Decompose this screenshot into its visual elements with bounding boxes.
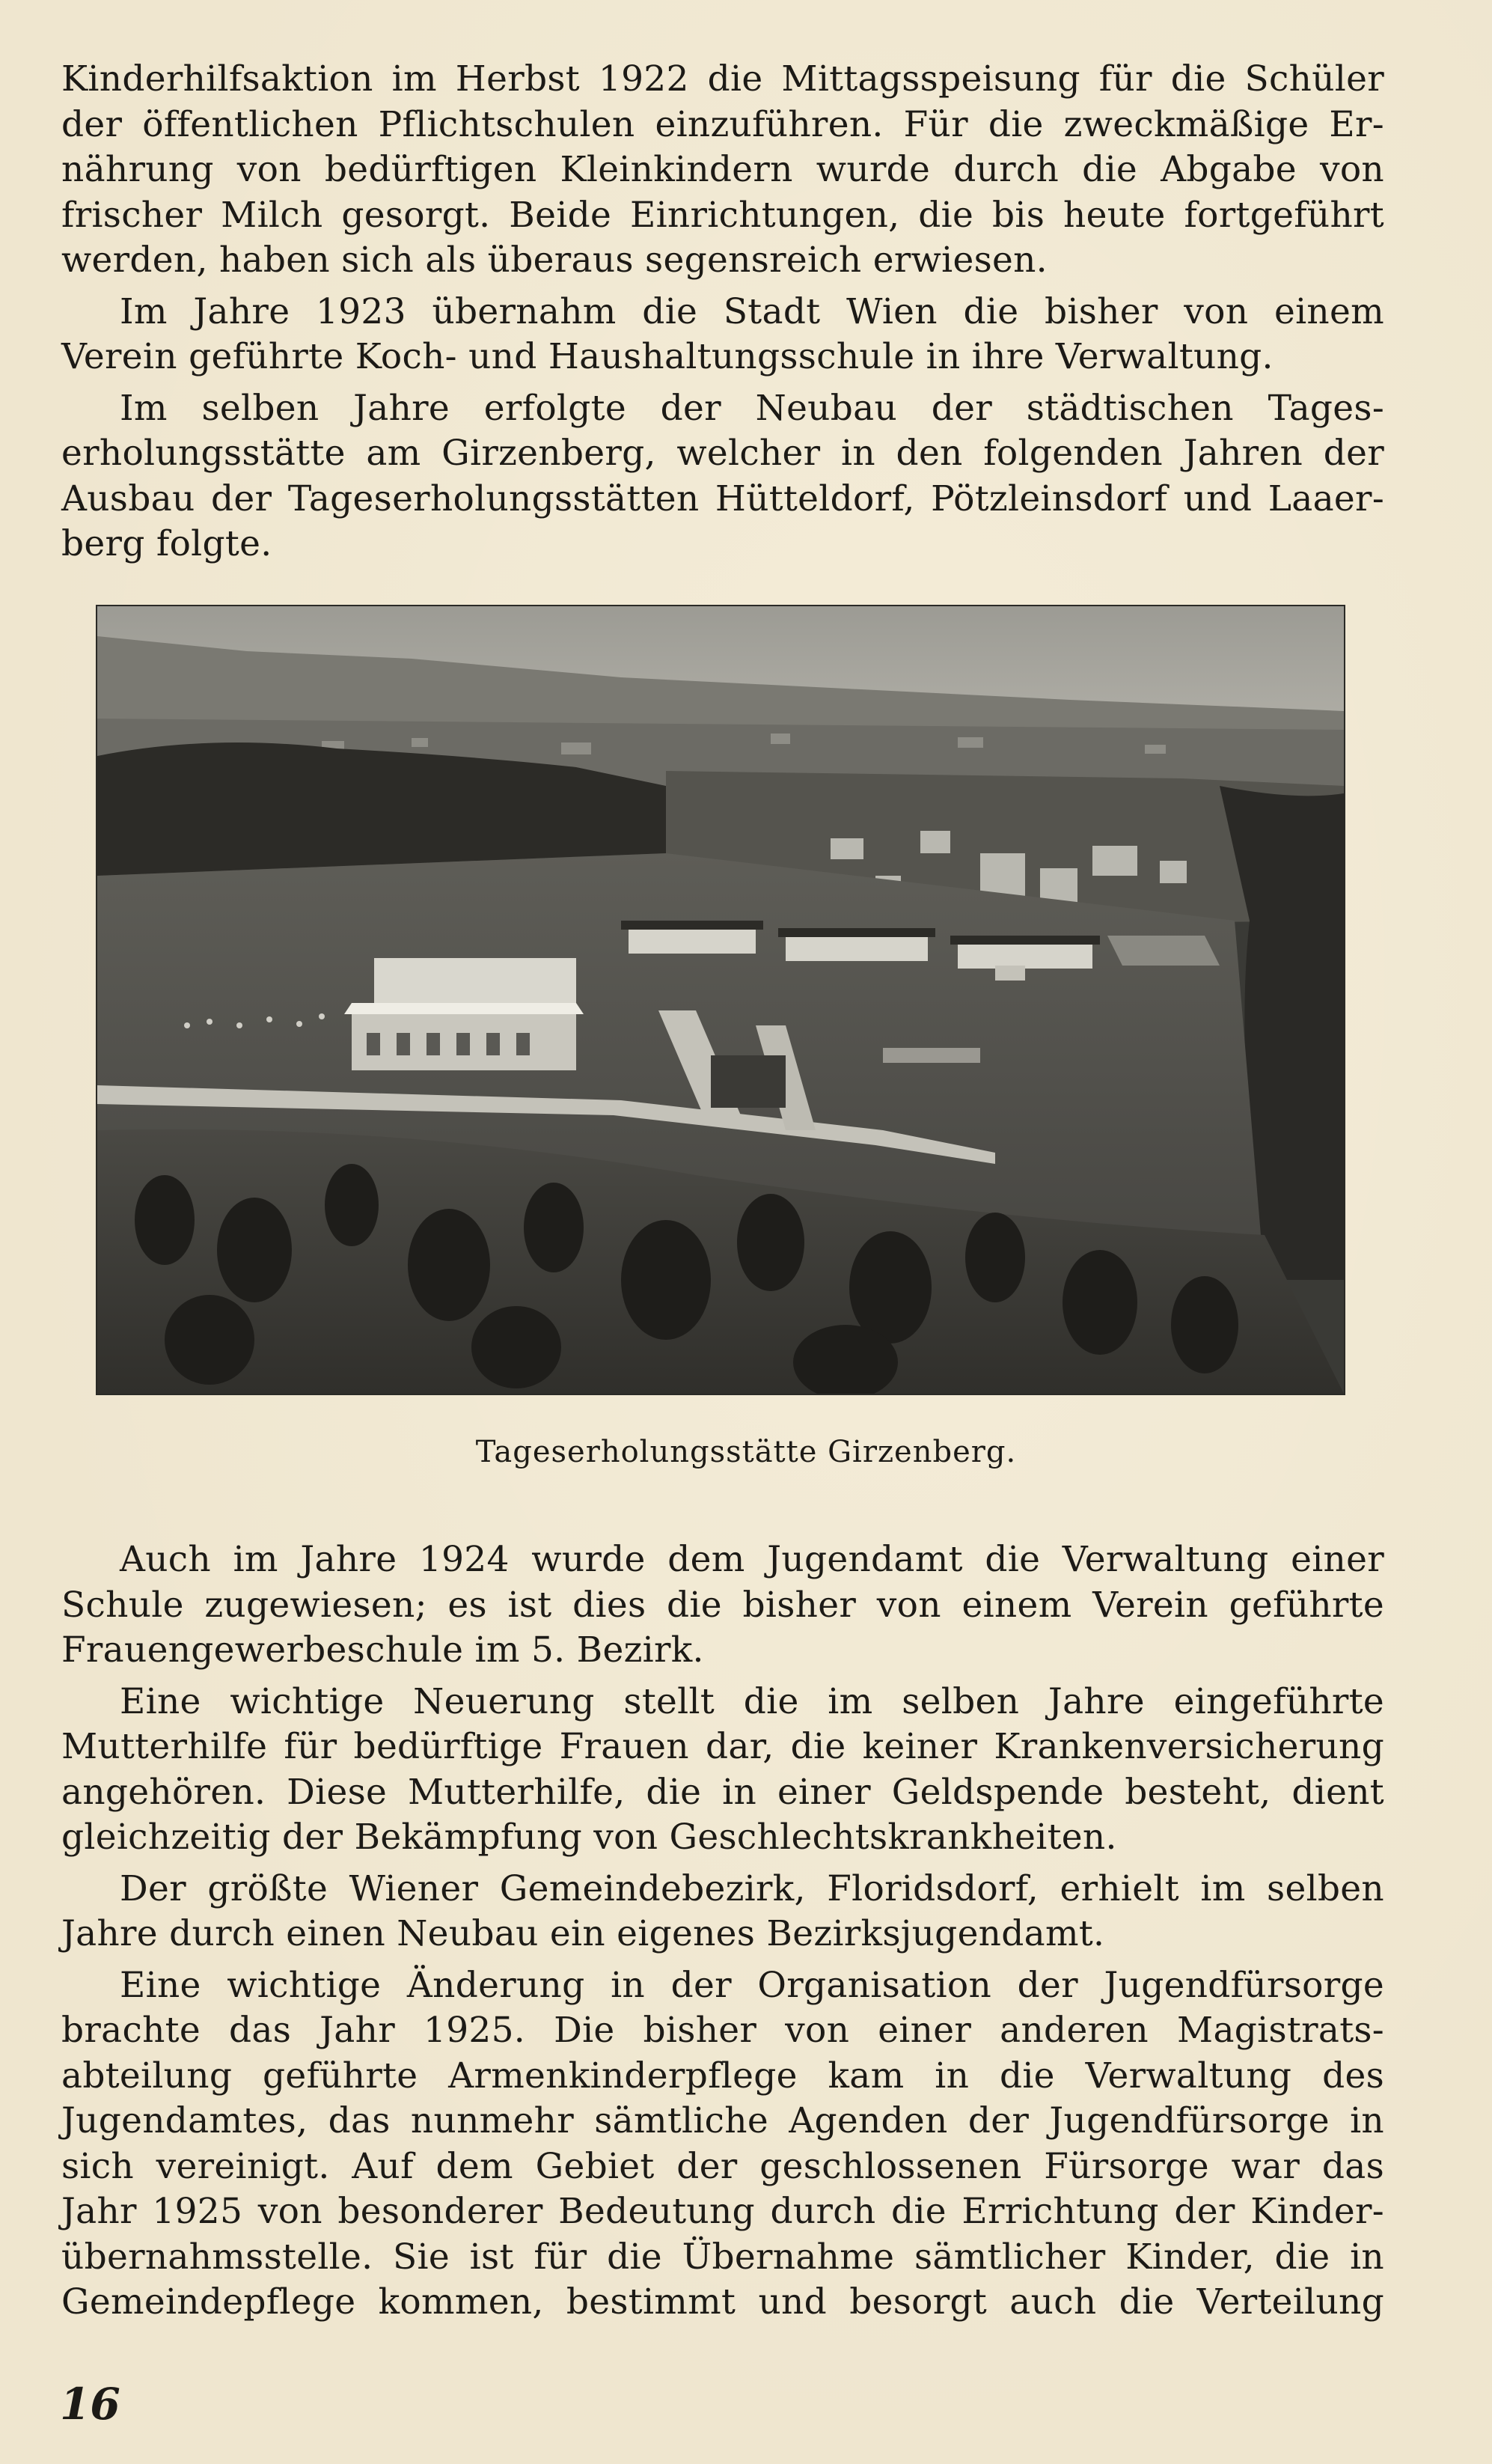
text-line: erholungsstätte am Girzenberg, welcher in den folgenden Jahren der <box>61 433 1384 474</box>
paragraph-milk-lunch <box>61 57 1384 284</box>
text-line: brachte das Jahr 1925. Die bisher von einer anderen Magistrats- <box>61 2010 1384 2051</box>
text-line: sich vereinigt. Auf dem Gebiet der geschlossenen Fürsorge war das <box>61 2145 1384 2187</box>
paragraph-cooking-school <box>61 290 1384 380</box>
text-line: Jahr 1925 von besonderer Bedeutung durch die Errichtung der Kinder- <box>61 2191 1384 2232</box>
text-line: Im Jahre 1923 übernahm die Stadt Wien die bisher von einem <box>120 290 1384 332</box>
paragraph-frauengewerbeschule <box>61 1537 1384 1674</box>
text-line: abteilung geführte Armenkinderpflege kam in die Verwaltung des <box>61 2055 1384 2096</box>
text-line: werden, haben sich als überaus segensreich erwiesen. <box>61 240 1048 281</box>
figure-caption: Tageserholungsstätte Girzenberg. <box>475 1435 1017 1469</box>
text-line: übernahmsstelle. Sie ist für die Übernahme sämtlicher Kinder, die in <box>61 2236 1384 2278</box>
text-line: Eine wichtige Neuerung stellt die im selben Jahre eingeführte <box>120 1680 1384 1722</box>
text-line: der öffentlichen Pflichtschulen einzuführen. Für die zweckmäßige Er- <box>61 103 1384 145</box>
text-line: Frauengewerbeschule im 5. Bezirk. <box>61 1629 704 1671</box>
text-line: frischer Milch gesorgt. Beide Einrichtungen, die bis heute fortgeführt <box>61 194 1384 236</box>
paragraph-organisation-1925 <box>61 1963 1384 2326</box>
photo-illustration <box>97 606 1344 1394</box>
paragraph-girzenberg <box>61 386 1384 567</box>
text-line: Im selben Jahre erfolgte der Neubau der städtischen Tages- <box>120 387 1384 429</box>
paragraph-floridsdorf <box>61 1867 1384 1957</box>
text-line: Schule zugewiesen; es ist dies die bisher von einem Verein geführte <box>61 1584 1384 1626</box>
text-line: berg folgte. <box>61 523 272 564</box>
text-line: Jahre durch einen Neubau ein eigenes Bezirksjugendamt. <box>61 1913 1105 1954</box>
text-block-top <box>61 57 1384 567</box>
text-line: Auch im Jahre 1924 wurde dem Jugendamt die Verwaltung einer <box>120 1539 1384 1580</box>
text-line: gleichzeitig der Bekämpfung von Geschlechtskrankheiten. <box>61 1817 1117 1858</box>
text-line: Jugendamtes, das nunmehr sämtliche Agenden der Jugendfürsorge in <box>61 2100 1384 2141</box>
text-line: Gemeindepflege kommen, bestimmt und besorgt auch die Verteilung <box>61 2281 1384 2323</box>
text-line: Kinderhilfsaktion im Herbst 1922 die Mittagsspeisung für die Schüler <box>61 58 1384 100</box>
page-number: 16 <box>60 2379 120 2430</box>
text-line: nährung von bedürftigen Kleinkindern wurde durch die Abgabe von <box>61 149 1384 190</box>
photo-girzenberg <box>97 606 1344 1394</box>
paragraph-mutterhilfe <box>61 1680 1384 1861</box>
text-line: angehören. Diese Mutterhilfe, die in einer Geldspende besteht, dient <box>61 1771 1384 1813</box>
text-line: Mutterhilfe für bedürftige Frauen dar, die keiner Krankenversicherung <box>61 1726 1384 1767</box>
text-block-bottom <box>61 1537 1384 2326</box>
text-line: Der größte Wiener Gemeindebezirk, Floridsdorf, erhielt im selben <box>120 1867 1384 1909</box>
text-line: Eine wichtige Änderung in der Organisation der Jugendfürsorge <box>120 1964 1384 2006</box>
text-line: Ausbau der Tageserholungsstätten Hütteldorf, Pötzleinsdorf und Laaer- <box>61 478 1384 519</box>
text-line: Verein geführte Koch- und Haushaltungsschule in ihre Verwaltung. <box>61 336 1274 377</box>
